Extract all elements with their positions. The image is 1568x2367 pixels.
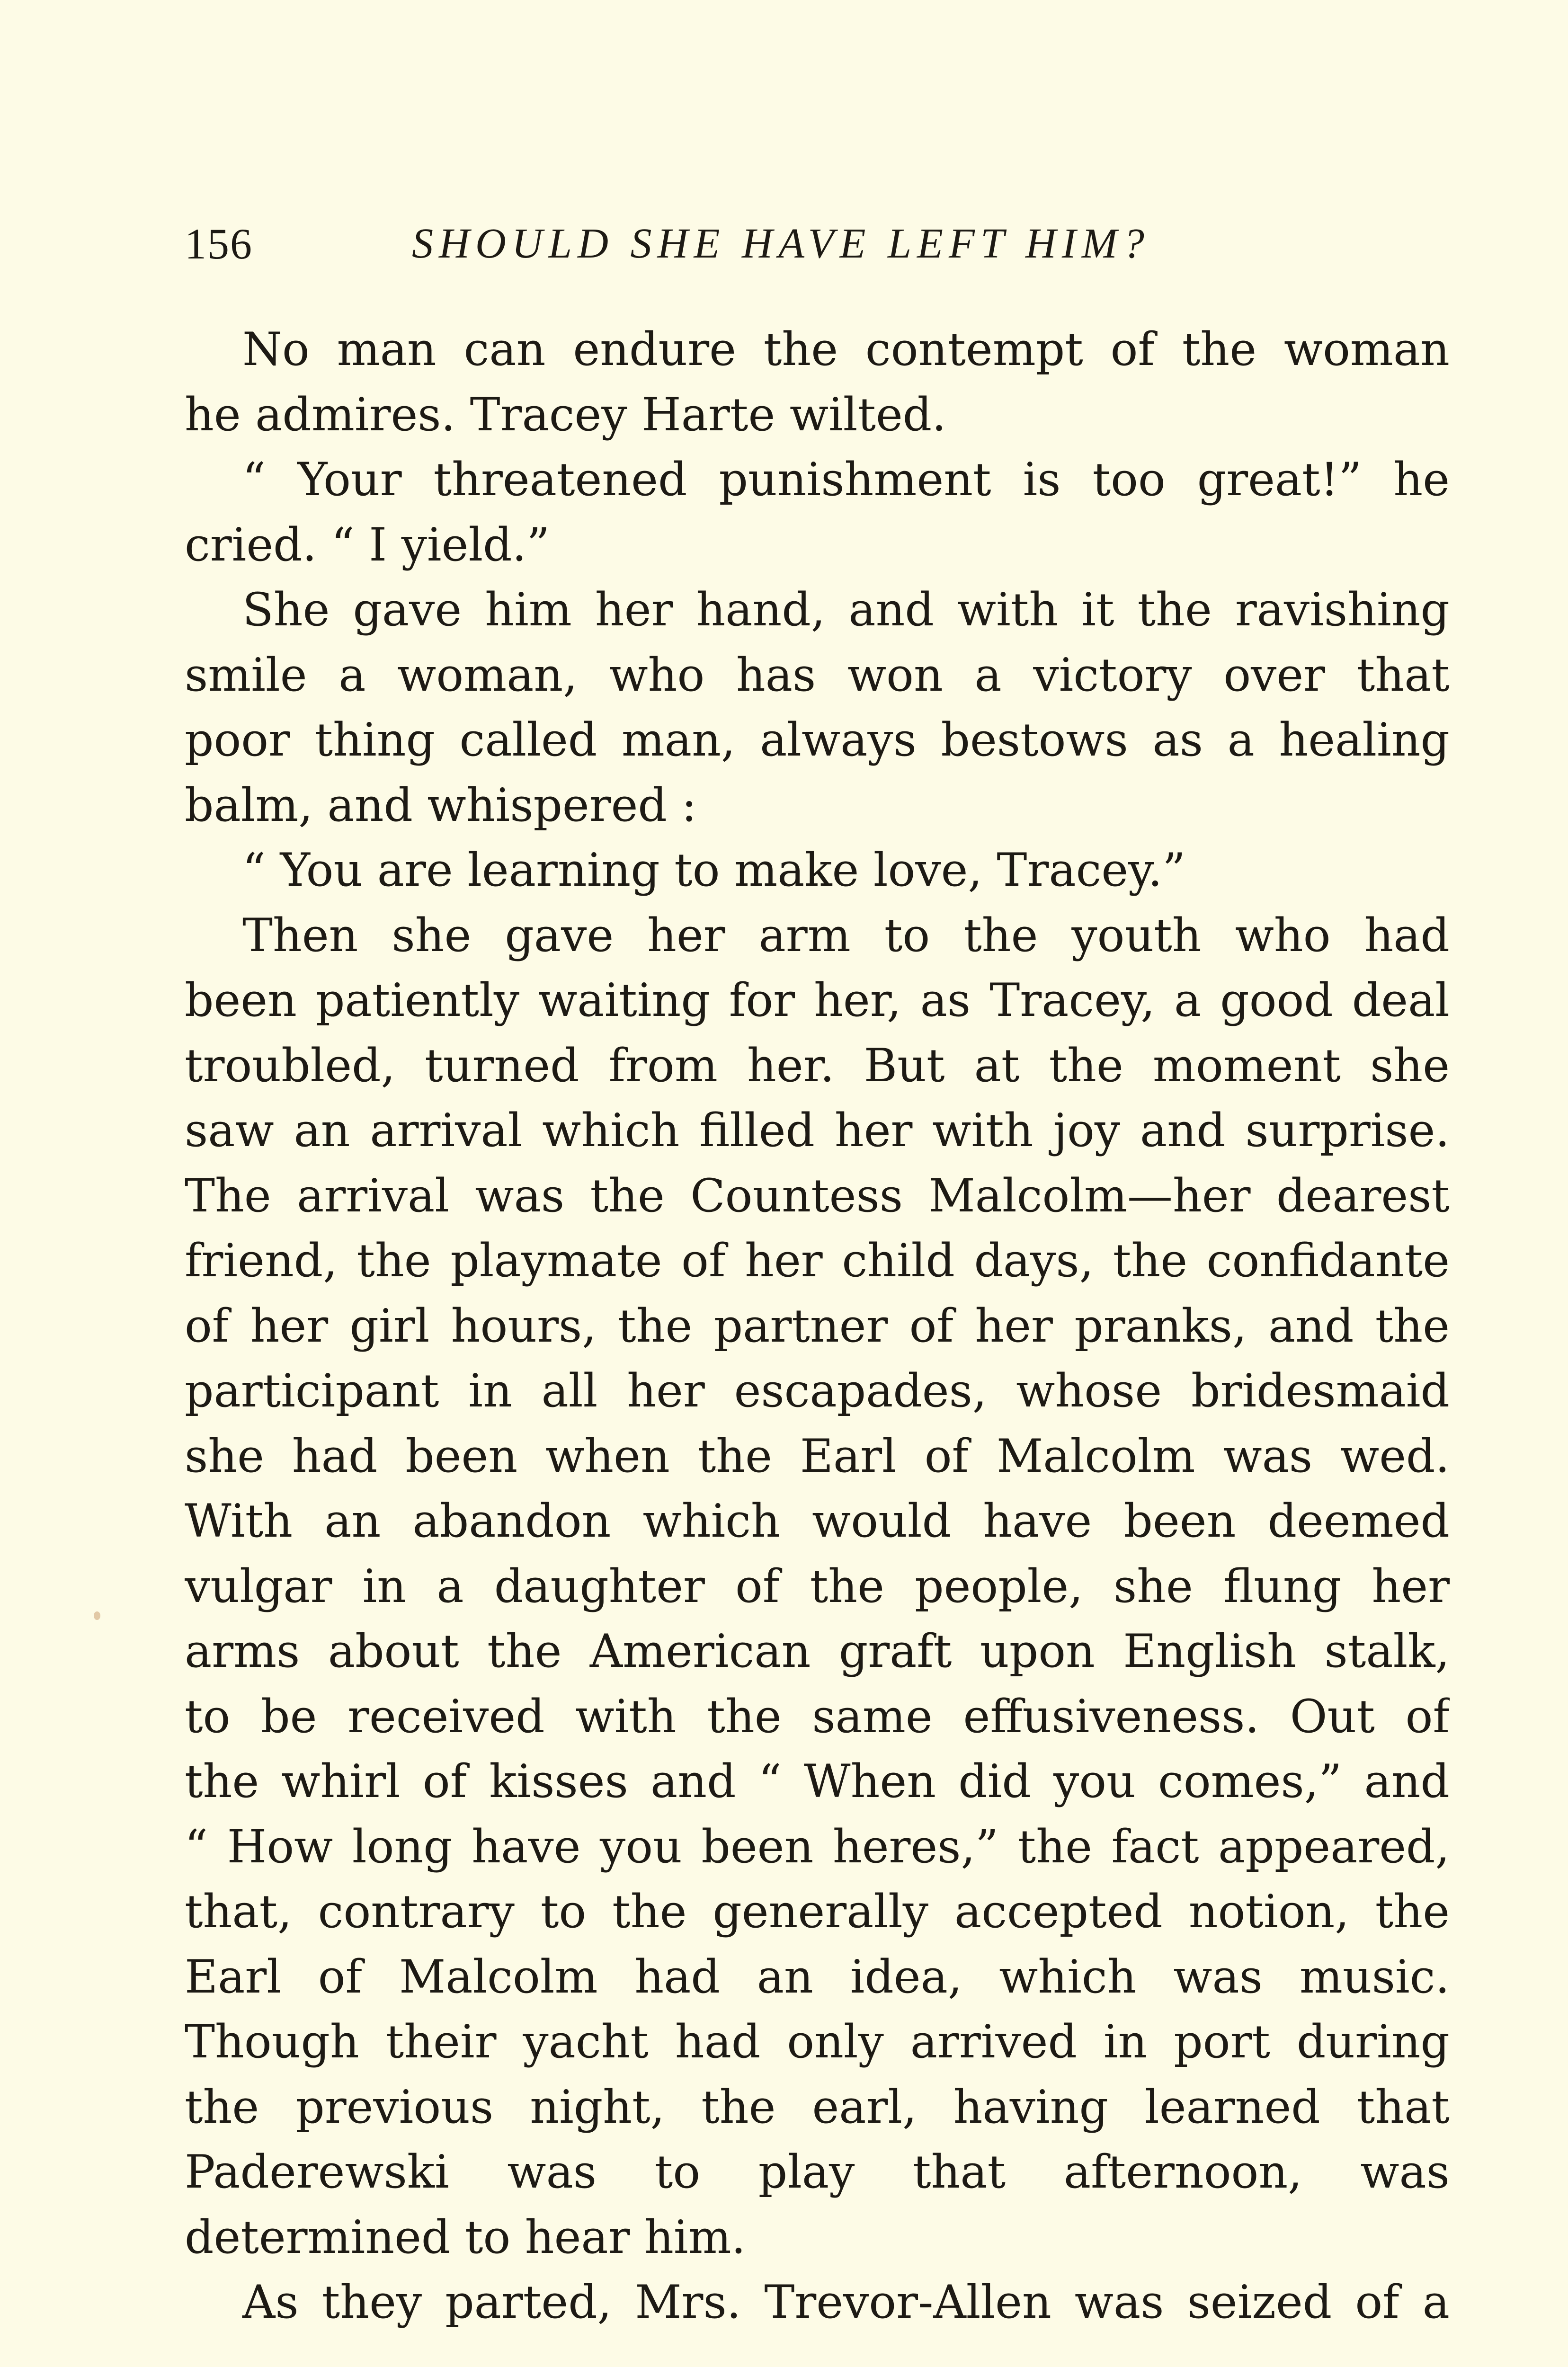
text-line: cried. “ I yield.”: [185, 518, 550, 571]
text-line: the previous night, the earl, having learned that: [185, 2080, 1450, 2134]
text-line: “ You are learning to make love, Tracey.”: [242, 844, 1186, 897]
text-line: arms about the American graft upon English stalk,: [185, 1625, 1450, 1678]
text-line: to be received with the same effusiveness. Out of: [185, 1690, 1450, 1743]
text-line: Earl of Malcolm had an idea, which was music.: [185, 1950, 1450, 2003]
text-line: troubled, turned from her. But at the moment she: [185, 1039, 1450, 1092]
text-line: She gave him her hand, and with it the ravishing: [242, 583, 1450, 636]
text-line: With an abandon which would have been deemed: [185, 1495, 1450, 1548]
text-line: The arrival was the Countess Malcolm—her dearest: [185, 1169, 1450, 1222]
text-line: been patiently waiting for her, as Tracey, a good deal: [185, 974, 1450, 1027]
text-line: saw an arrival which filled her with joy and surprise.: [185, 1104, 1450, 1157]
text-line: “ Your threatened punishment is too great!” he: [242, 453, 1450, 506]
text-line: poor thing called man, always bestows as a healing: [185, 713, 1450, 766]
text-line: participant in all her escapades, whose bridesmaid: [185, 1364, 1450, 1417]
text-line: smile a woman, who has won a victory over that: [185, 648, 1450, 702]
running-title: SHOULD SHE HAVE LEFT HIM?: [412, 220, 1150, 267]
page-number: 156: [185, 220, 253, 268]
text-line: As they parted, Mrs. Trevor-Allen was seized of a: [242, 2276, 1450, 2329]
text-line: No man can endure the contempt of the woman: [242, 323, 1450, 376]
text-line: she had been when the Earl of Malcolm was wed.: [185, 1429, 1450, 1483]
text-line: of her girl hours, the partner of her pranks, and the: [185, 1299, 1450, 1353]
page-header: [185, 213, 1453, 275]
text-line: Then she gave her arm to the youth who had: [242, 908, 1450, 962]
text-line: he admires. Tracey Harte wilted.: [185, 388, 946, 441]
text-line: that, contrary to the generally accepted notion, the: [185, 1885, 1450, 1938]
text-line: balm, and whispered :: [185, 778, 697, 832]
paper-speck: [94, 1611, 100, 1620]
text-line: friend, the playmate of her child days, the confidante: [185, 1234, 1450, 1287]
text-line: “ How long have you been heres,” the fact appeared,: [185, 1820, 1450, 1873]
text-line: Paderewski was to play that afternoon, was: [185, 2145, 1450, 2198]
text-line: determined to hear him.: [185, 2210, 746, 2264]
text-line: the whirl of kisses and “ When did you comes,” and: [185, 1755, 1450, 1808]
text-line: vulgar in a daughter of the people, she flung her: [185, 1559, 1450, 1613]
text-line: Though their yacht had only arrived in port during: [185, 2015, 1450, 2068]
body-text: [185, 317, 1450, 2335]
